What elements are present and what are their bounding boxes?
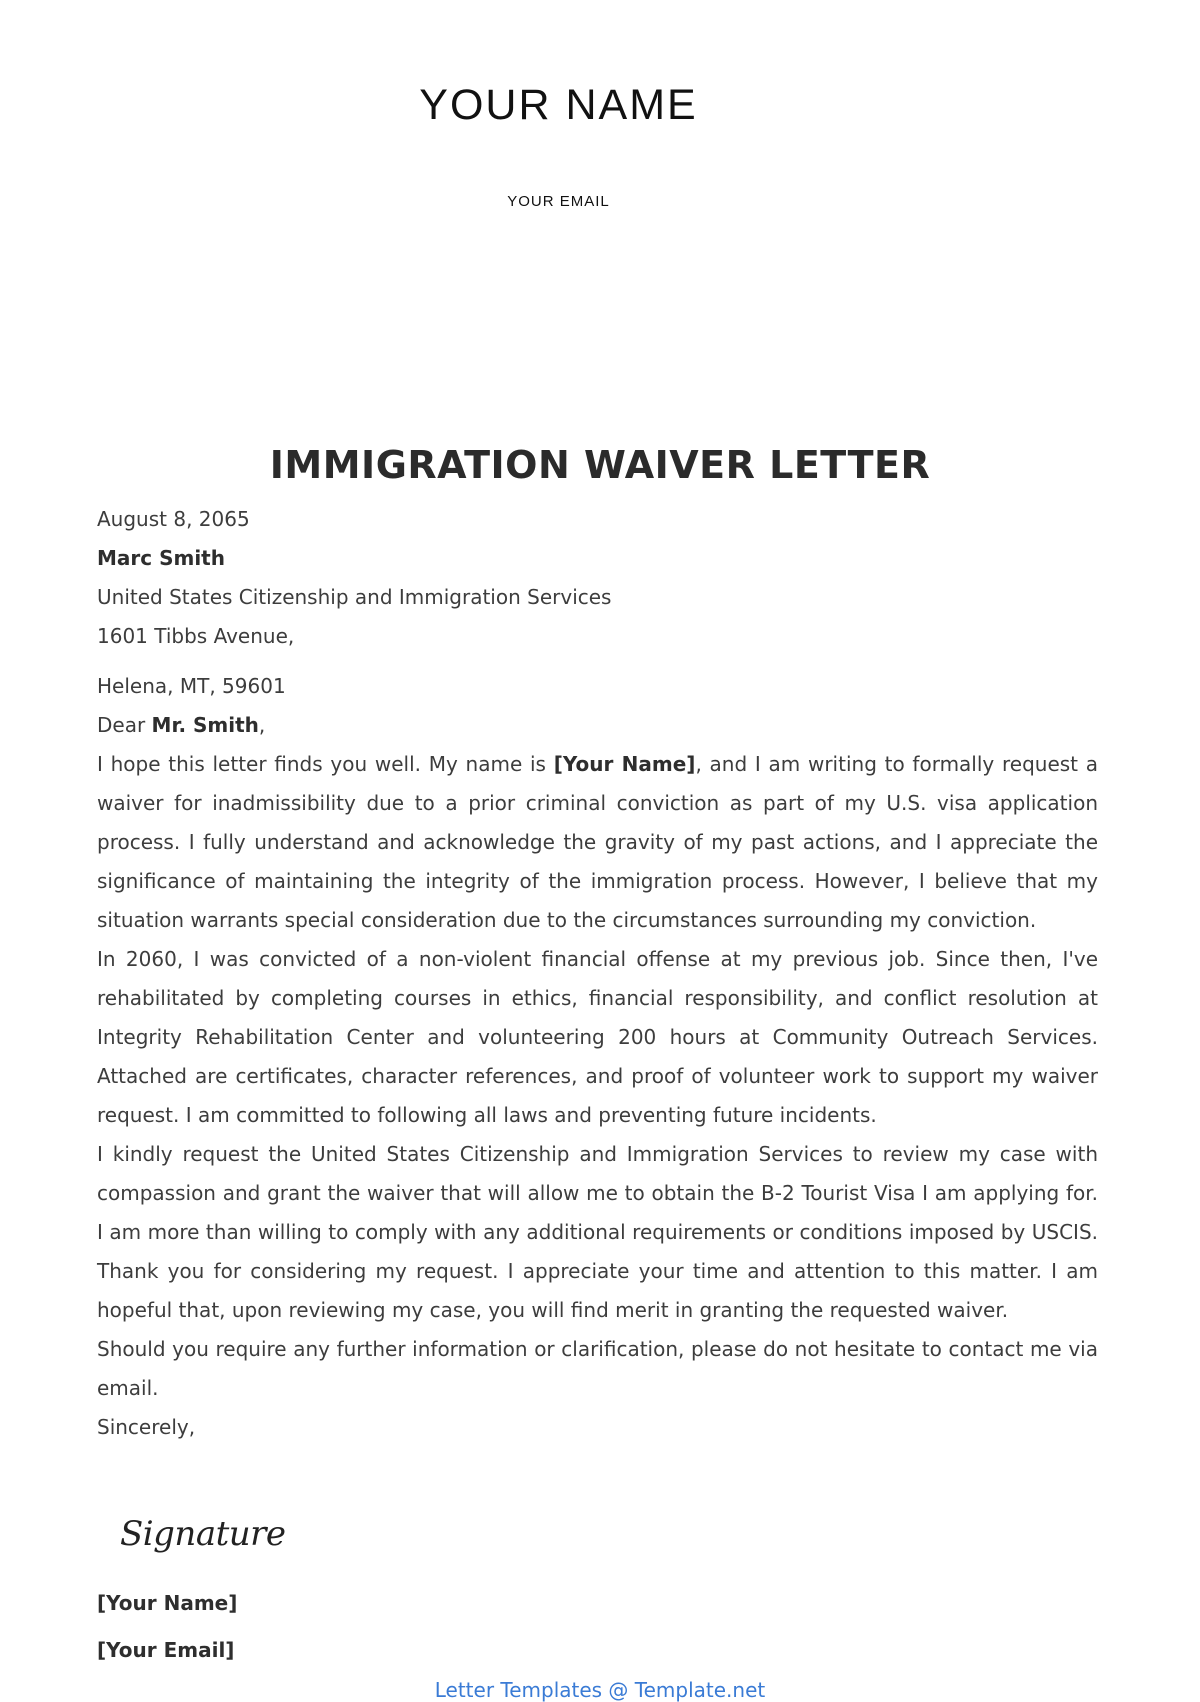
paragraph-request: I kindly request the United States Citizenship and Immigration Services to review my case with compassion and grant the waiver that will allow me to obtain the B-2 Tourist Visa I am applying for. I am more than willing to comply with any additional requirements or conditions imposed by USCIS. Thank you for considering my request. I appreciate your time and attention to this matter. I am hopeful that, upon reviewing my case, you will find merit in granting the requested waiver. xyxy=(97,1142,1098,1322)
paragraph-intro-rest: , and I am writing to formally request a waiver for inadmissibility due to a prior criminal conviction as part of my U.S. visa application process. I fully understand and acknowledge the gravity of my past actions, and I appreciate the significance of maintaining the integrity of the immigration process. However, I believe that my situation warrants special consideration due to the circumstances surrounding my conviction. xyxy=(97,752,1098,932)
paragraph-background: In 2060, I was convicted of a non-violent financial offense at my previous job. Since then, I've rehabilitated by completing courses in ethics, financial responsibility, and conflict resolution at Integrity Rehabilitation Center and volunteering 200 hours at Community Outreach Services. Attached are certificates, character references, and proof of volunteer work to support my waiver request. I am committed to following all laws and preventing future incidents. xyxy=(97,947,1098,1127)
footer-link-template-net[interactable]: Template.net xyxy=(634,1678,766,1702)
signature-name: [Your Name] xyxy=(97,1591,238,1615)
letter-title: IMMIGRATION WAIVER LETTER xyxy=(269,443,931,487)
paragraph-contact: Should you require any further information or clarification, please do not hesitate to contact me via email. xyxy=(97,1337,1098,1400)
paragraph-intro-start: I hope this letter finds you well. My name is xyxy=(97,752,554,776)
closing: Sincerely, xyxy=(97,1415,196,1439)
header-name: YOUR NAME xyxy=(419,81,698,129)
salutation-prefix: Dear xyxy=(97,713,152,737)
footer xyxy=(0,1678,1200,1702)
paragraph-intro xyxy=(97,745,1098,940)
address-line-2: Helena, MT, 59601 xyxy=(97,674,286,698)
recipient-name: Marc Smith xyxy=(97,546,225,570)
recipient-organization: United States Citizenship and Immigration Services xyxy=(97,585,612,609)
signature-email: [Your Email] xyxy=(97,1638,235,1662)
header-email: YOUR EMAIL xyxy=(507,193,610,210)
salutation xyxy=(97,706,1098,745)
address-line-1: 1601 Tibbs Avenue, xyxy=(97,624,295,648)
salutation-name: Mr. Smith xyxy=(151,713,259,737)
signature: Signature xyxy=(120,1514,286,1554)
footer-link-letter-templates[interactable]: Letter Templates xyxy=(434,1678,603,1702)
letter-body xyxy=(97,500,1098,1447)
salutation-suffix: , xyxy=(258,713,266,737)
your-name-placeholder: [Your Name] xyxy=(553,752,696,776)
footer-separator: @ xyxy=(602,1678,635,1702)
letter-date: August 8, 2065 xyxy=(97,507,250,531)
